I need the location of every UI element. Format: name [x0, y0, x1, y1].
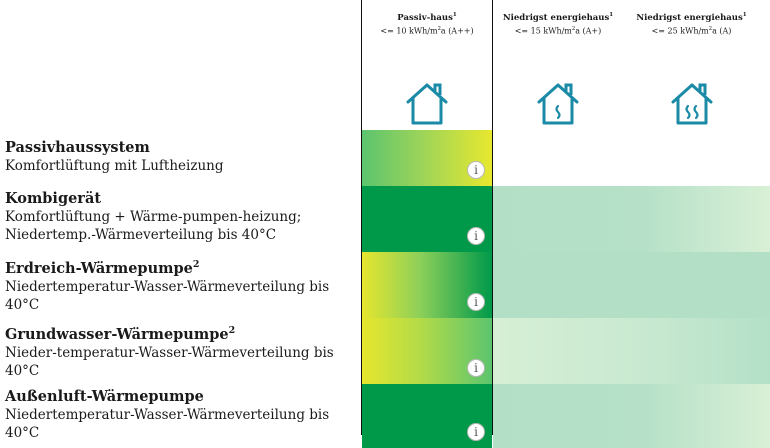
column-subtitle: <= 15 kWh/$m^2a$ (A+): [514, 25, 602, 36]
row-label-erdreich-waermepumpe: [5, 256, 355, 314]
rating-cell-passivhaus: [362, 384, 492, 448]
house-icon: [403, 80, 451, 128]
row-title: Erdreich-Wärmepumpe$^2$: [5, 259, 200, 277]
row-label-kombigeraet: [5, 190, 355, 244]
row-description: Niedertemperatur-Wasser-Wärmeverteilung bis 40°C: [5, 407, 330, 441]
row-description: Komfortlüftung mit Luftheizung: [5, 158, 224, 174]
column-title: Passiv-haus$^1$: [397, 12, 457, 23]
row-description: Nieder-temperatur-Wasser-Wärmeverteilung bis 40°C: [5, 344, 334, 379]
house-heat-two-waves-icon: [668, 80, 716, 128]
rating-cell-passivhaus: [362, 318, 492, 384]
row-title: Kombigerät: [5, 190, 102, 207]
house-heat-one-wave-icon: [534, 80, 582, 128]
rating-band-niedrigst: [493, 252, 770, 318]
row-title: Passivhaussystem: [5, 139, 150, 156]
column-header-passivhaus: [362, 0, 492, 128]
column-header-niedrigst-a-plus: [493, 0, 623, 128]
rating-band-niedrigst: [493, 318, 770, 384]
row-label-aussenluft-waermepumpe: [5, 388, 355, 442]
row-title: Grundwasser-Wärmepumpe$^2$: [5, 325, 236, 343]
column-title: Niedrigst energiehaus$^1$: [502, 12, 614, 23]
column-title: Niedrigst energiehaus$^1$: [636, 12, 747, 23]
row-label-passivhaussystem: [5, 139, 355, 175]
column-subtitle: <= 25 kWh/$m^2a$ (A): [651, 25, 732, 36]
info-button[interactable]: i: [467, 161, 485, 179]
rating-band-niedrigst: [493, 384, 770, 448]
info-button[interactable]: i: [467, 227, 485, 245]
info-button[interactable]: i: [467, 359, 485, 377]
rating-cell-passivhaus: [362, 186, 492, 252]
info-button[interactable]: i: [467, 293, 485, 311]
rating-cell-passivhaus: [362, 252, 492, 318]
column-header-niedrigst-a: [624, 0, 759, 128]
rating-band-niedrigst: [493, 186, 770, 252]
row-description: Niedertemperatur-Wasser-Wärmeverteilung bis 40°C: [5, 278, 330, 313]
rating-cell-passivhaus: [362, 130, 492, 186]
column-subtitle: <= 10 kWh/$m^2a$ (A++): [380, 25, 474, 36]
row-description: Komfortlüftung + Wärme-pumpen-heizung; Niedertemp.-Wärmeverteilung bis 40°C: [5, 209, 302, 243]
row-title: Außenluft-Wärmepumpe: [5, 388, 204, 405]
row-label-grundwasser-waermepumpe: [5, 322, 355, 380]
info-button[interactable]: i: [467, 423, 485, 441]
